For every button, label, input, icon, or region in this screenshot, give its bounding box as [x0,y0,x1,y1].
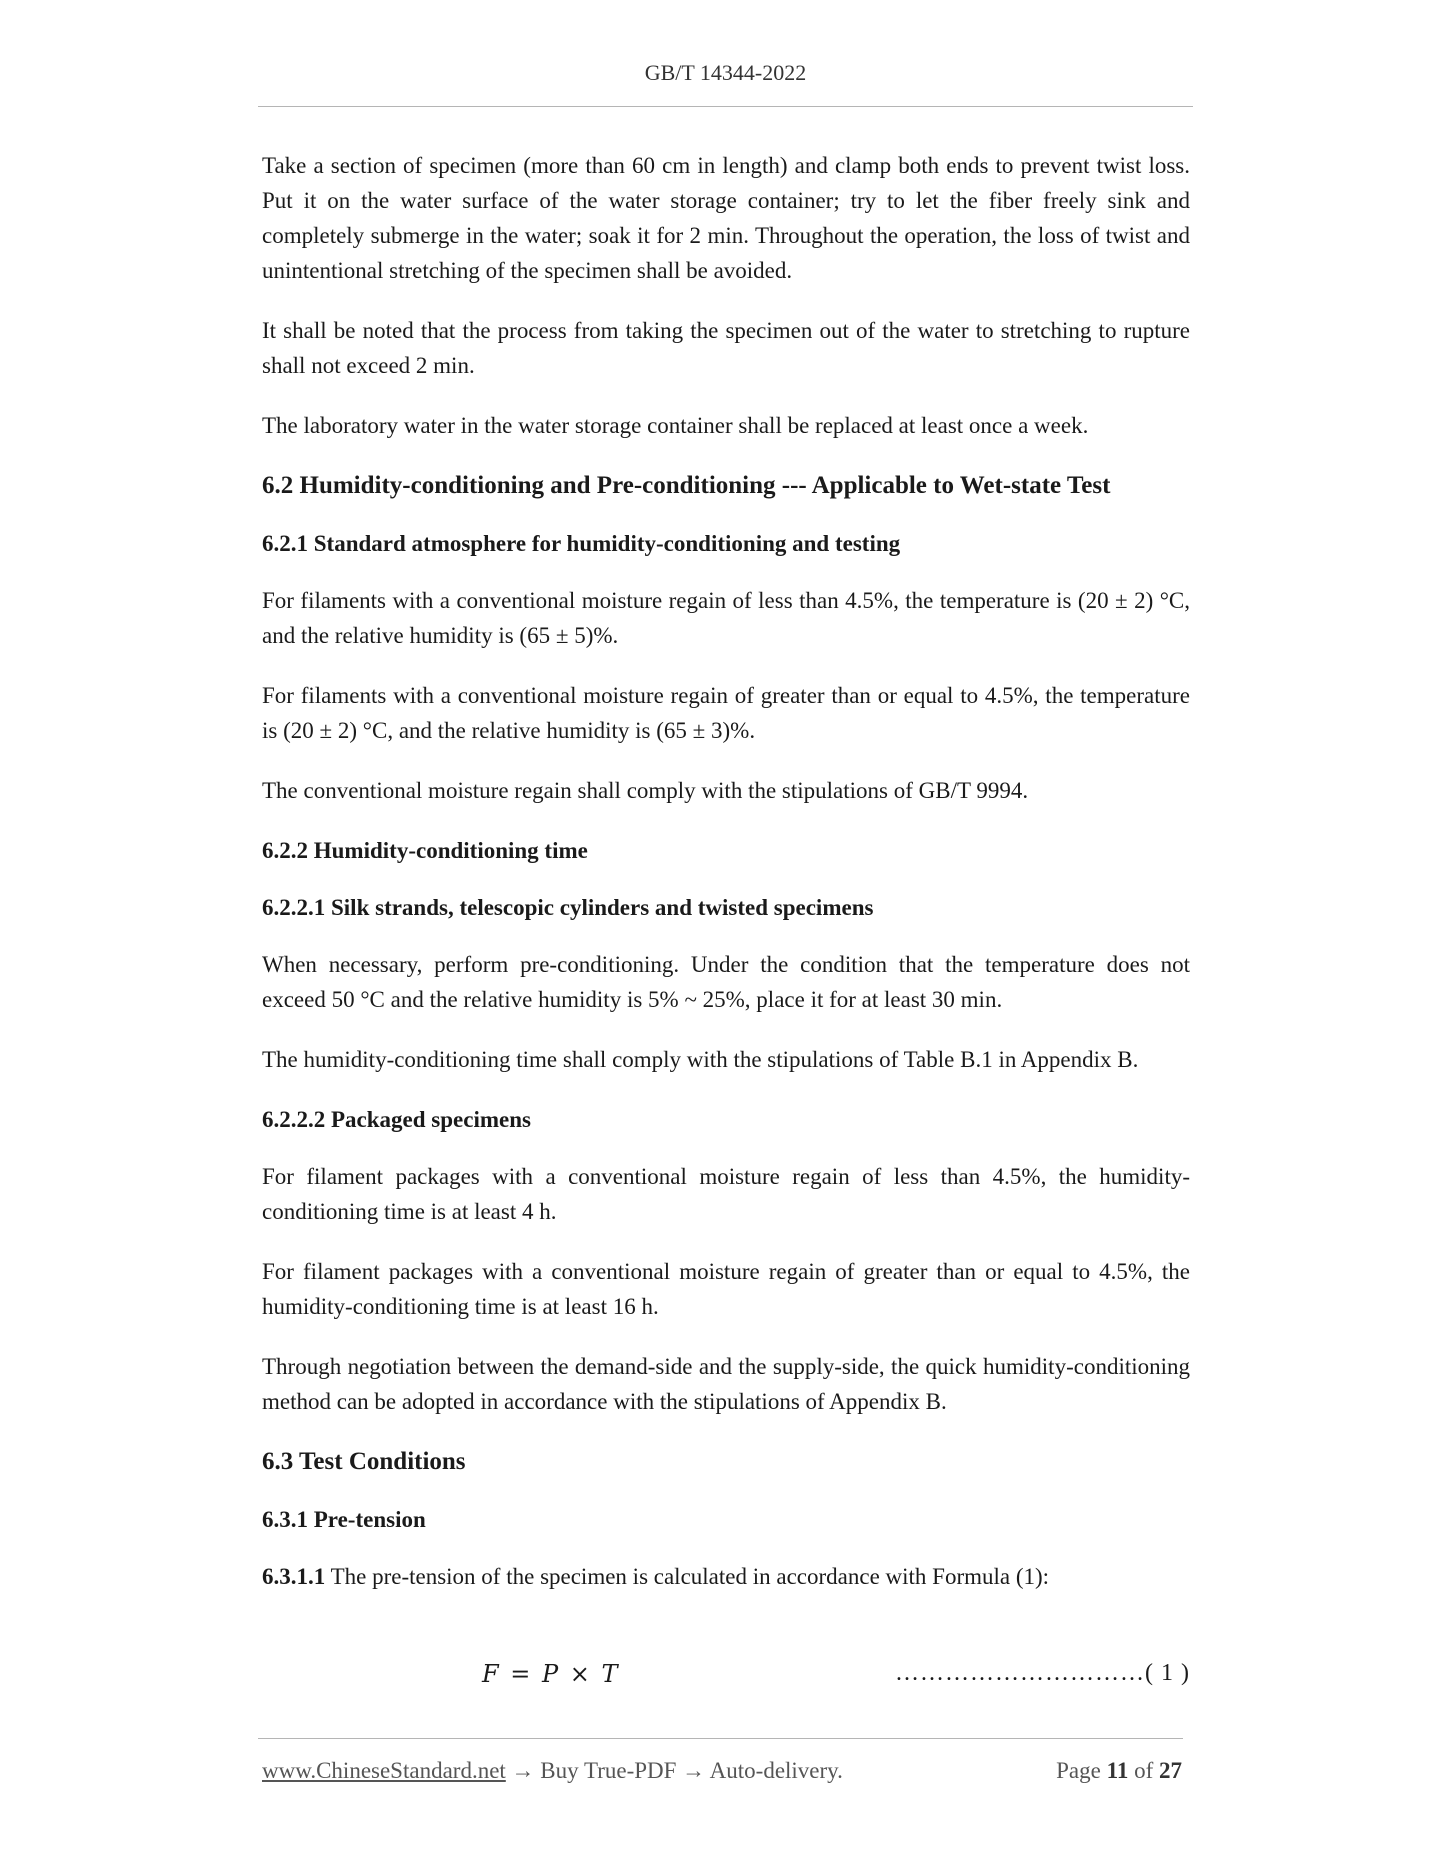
paragraph: It shall be noted that the process from taking the specimen out of the water to stretching to rupture shall not exceed 2 min. [262,318,1190,378]
section-heading-6-2: 6.2 Humidity-conditioning and Pre-conditioning --- Applicable to Wet-state Test [262,472,1111,499]
formula-expression: F = P × T [482,1660,620,1688]
paragraph: The humidity-conditioning time shall comply with the stipulations of Table B.1 in Appendix B. [262,1047,1139,1072]
of-label: of [1128,1758,1159,1783]
section-heading-6-3-1: 6.3.1 Pre-tension [262,1507,426,1532]
section-heading-6-2-2: 6.2.2 Humidity-conditioning time [262,838,588,863]
page-indicator [1056,1758,1182,1784]
header-divider [258,106,1193,107]
site-link[interactable]: www.ChineseStandard.net [262,1758,506,1783]
document-body [262,148,1190,1619]
promo-text: → Buy True-PDF → Auto-delivery. [505,1758,843,1783]
page-header: GB/T 14344-2022 [644,60,807,85]
paragraph: For filaments with a conventional moisture regain of greater than or equal to 4.5%, the temperature is (20 ± 2) °C, and the relative humidity is (65 ± 3)%. [262,683,1190,743]
paragraph [262,1559,1190,1594]
paragraph: For filament packages with a conventional moisture regain of greater than or equal to 4.5%, the humidity-conditioning time is at least 16 h. [262,1259,1190,1319]
footer-divider [258,1738,1183,1739]
clause-number: 6.3.1.1 [262,1564,326,1589]
paragraph: When necessary, perform pre-conditioning. Under the condition that the temperature does not exceed 50 °C and the relative humidity is 5% ~ 25%, place it for at least 30 min. [262,952,1190,1012]
paragraph: The laboratory water in the water storage container shall be replaced at least once a week. [262,413,1089,438]
page-number: 11 [1106,1758,1129,1783]
section-heading-6-2-1: 6.2.1 Standard atmosphere for humidity-conditioning and testing [262,531,901,556]
paragraph: For filaments with a conventional moisture regain of less than 4.5%, the temperature is (20 ± 2) °C, and the relative humidity is (65 ± 5)%. [262,588,1190,648]
section-heading-6-2-2-1: 6.2.2.1 Silk strands, telescopic cylinders and twisted specimens [262,895,874,920]
paragraph: For filament packages with a conventional moisture regain of less than 4.5%, the humidity-conditioning time is at least 4 h. [262,1164,1190,1224]
section-heading-6-3: 6.3 Test Conditions [262,1448,466,1475]
section-heading-6-2-2-2: 6.2.2.2 Packaged specimens [262,1107,531,1132]
paragraph: Take a section of specimen (more than 60 cm in length) and clamp both ends to prevent twist loss. Put it on the water surface of the water storage container; try to let the fiber freely sink and completely submerge in the water; soak it for 2 min. Throughout the operation, the loss of twist and unintentional stretching of the specimen shall be avoided. [262,153,1190,283]
formula-1 [262,1660,1190,1700]
footer-promo [262,1758,843,1784]
formula-number: …………………………( 1 ) [895,1660,1190,1686]
page-footer [262,1758,1182,1794]
page-total: 27 [1159,1758,1182,1783]
page-label: Page [1056,1758,1107,1783]
clause-text: The pre-tension of the specimen is calculated in accordance with Formula (1): [325,1564,1050,1589]
paragraph: The conventional moisture regain shall comply with the stipulations of GB/T 9994. [262,778,1029,803]
paragraph: Through negotiation between the demand-side and the supply-side, the quick humidity-conditioning method can be adopted in accordance with the stipulations of Appendix B. [262,1354,1190,1414]
